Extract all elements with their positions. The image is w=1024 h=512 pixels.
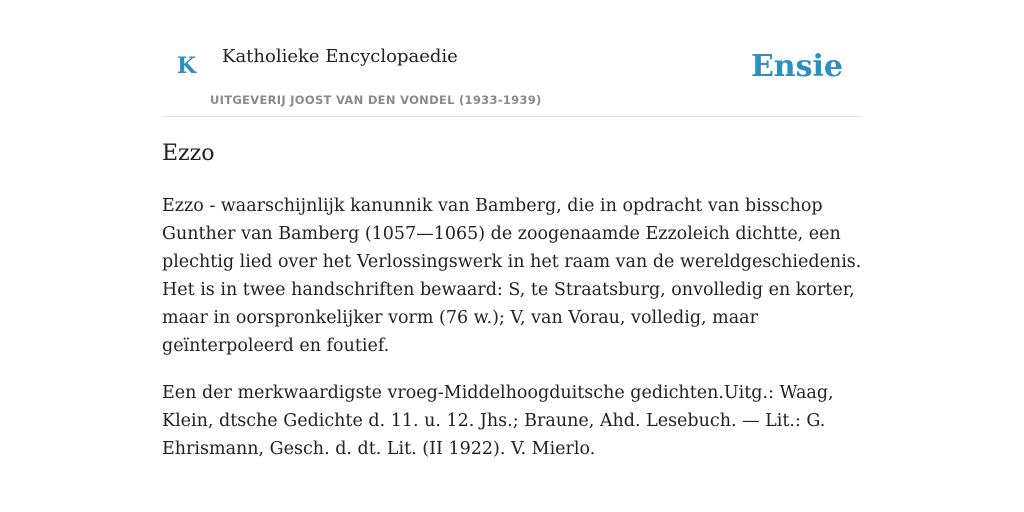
encyclopedia-logo-icon[interactable]: K	[177, 53, 197, 79]
article-title: Ezzo	[162, 141, 215, 166]
header	[162, 0, 862, 117]
article-paragraph: Een der merkwaardigste vroeg-Middelhoogduitsche gedichten.Uitg.: Waag, Klein, dtsche Gedichte d. 11. u. 12. Jhs.; Braune, Ahd. Lesebuch. — Lit.: G. Ehrismann, Gesch. d. dt. Lit. (II 1922). V. Mierlo.	[162, 383, 834, 459]
publication-title[interactable]: Katholieke Encyclopaedie	[222, 46, 458, 67]
ensie-brand-logo[interactable]: Ensie	[750, 49, 843, 84]
page-container	[162, 0, 862, 459]
article-paragraph: Ezzo - waarschijnlijk kanunnik van Bamberg, die in opdracht van bisschop Gunther van Bamberg (1057—1065) de zoogenaamde Ezzoleich dichtte, een plechtig lied over het Verlossingswerk in het raam van de wereldgeschiedenis. Het is in twee handschriften bewaard: S, te Straatsburg, onvolledig en korter, maar in oorspronkelijker vorm (76 w.); V, van Vorau, volledig, maar geïnterpoleerd en foutief.	[162, 196, 862, 356]
publisher-subtitle: UITGEVERIJ JOOST VAN DEN VONDEL (1933-1939)	[210, 93, 542, 107]
